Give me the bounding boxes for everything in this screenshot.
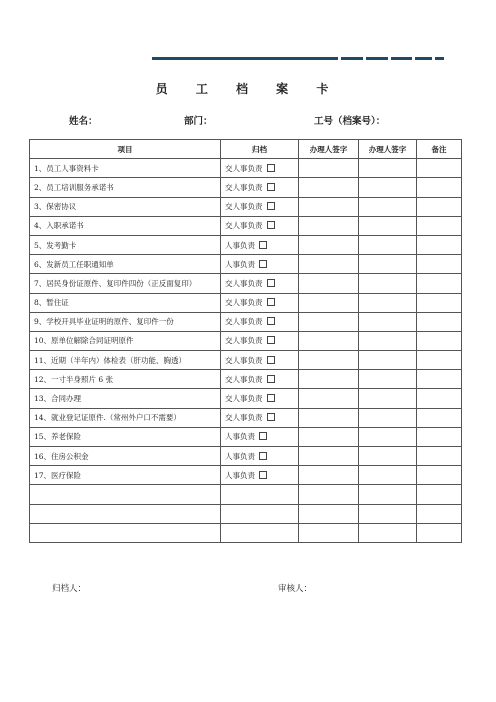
checkbox[interactable] <box>267 336 275 344</box>
checkbox[interactable] <box>267 317 275 325</box>
signature-cell-2[interactable] <box>359 351 417 370</box>
signature-cell-2[interactable] <box>359 178 417 197</box>
remarks-cell[interactable] <box>417 312 462 331</box>
signature-cell-1[interactable] <box>299 389 359 408</box>
remarks-cell[interactable] <box>417 197 462 216</box>
table-row <box>30 370 462 389</box>
signature-cell-2[interactable] <box>359 523 417 542</box>
signature-cell-2[interactable] <box>359 427 417 446</box>
header-handler-signature-1: 办理人签字 <box>299 140 359 159</box>
table-row <box>30 389 462 408</box>
remarks-cell[interactable] <box>417 216 462 235</box>
archive-cell[interactable] <box>221 504 299 523</box>
signature-cell-1[interactable] <box>299 293 359 312</box>
item-cell[interactable] <box>30 523 221 542</box>
archive-cell <box>221 427 299 446</box>
archiver-label: 归档人： <box>52 584 87 594</box>
remarks-cell[interactable] <box>417 178 462 197</box>
remarks-cell[interactable] <box>417 293 462 312</box>
item-cell: 11、近期（半年内）体检表（肝功能、胸透） <box>30 351 221 370</box>
remarks-cell[interactable] <box>417 466 462 485</box>
archive-text: 交人事负责 <box>225 278 263 288</box>
signature-cell-1[interactable] <box>299 427 359 446</box>
signature-cell-2[interactable] <box>359 485 417 504</box>
empty-row <box>30 485 462 504</box>
table-row <box>30 197 462 216</box>
archive-text: 人事负责 <box>225 259 255 269</box>
remarks-cell[interactable] <box>417 504 462 523</box>
archive-cell <box>221 216 299 235</box>
signature-cell-2[interactable] <box>359 235 417 254</box>
signature-cell-2[interactable] <box>359 331 417 350</box>
reviewer-label: 审核人： <box>278 584 313 594</box>
signature-cell-1[interactable] <box>299 331 359 350</box>
item-cell[interactable] <box>30 504 221 523</box>
archive-cell <box>221 351 299 370</box>
checkbox[interactable] <box>259 452 267 460</box>
signature-cell-1[interactable] <box>299 351 359 370</box>
item-cell: 4、入职承诺书 <box>30 216 221 235</box>
archive-cell <box>221 197 299 216</box>
checkbox[interactable] <box>259 471 267 479</box>
archive-cell <box>221 159 299 178</box>
item-cell: 9、学校开具毕业证明的原件、复印件一份 <box>30 312 221 331</box>
archive-text: 交人事负责 <box>225 298 263 308</box>
item-cell: 13、合同办理 <box>30 389 221 408</box>
signature-cell-2[interactable] <box>359 216 417 235</box>
archive-cell <box>221 447 299 466</box>
item-cell: 12、一寸半身照片 6 张 <box>30 370 221 389</box>
checkbox[interactable] <box>267 221 275 229</box>
item-cell: 14、就业登记证原件.（常州外户口不需要） <box>30 408 221 427</box>
signature-cell-2[interactable] <box>359 312 417 331</box>
item-cell: 6、发新员工任职通知单 <box>30 255 221 274</box>
signature-cell-2[interactable] <box>359 504 417 523</box>
archive-cell <box>221 408 299 427</box>
checkbox[interactable] <box>259 260 267 268</box>
item-cell: 10、原单位解除合同证明原件 <box>30 331 221 350</box>
remarks-cell[interactable] <box>417 351 462 370</box>
item-cell: 5、发考勤卡 <box>30 235 221 254</box>
archive-text: 交人事负责 <box>225 355 263 365</box>
signature-cell-2[interactable] <box>359 293 417 312</box>
archive-cell[interactable] <box>221 485 299 504</box>
signature-cell-1[interactable] <box>299 216 359 235</box>
item-cell: 17、医疗保险 <box>30 466 221 485</box>
name-label: 姓名： <box>69 116 98 127</box>
signature-cell-2[interactable] <box>359 370 417 389</box>
archive-cell <box>221 370 299 389</box>
remarks-cell[interactable] <box>417 331 462 350</box>
archive-text: 交人事负责 <box>225 221 263 231</box>
archive-cell <box>221 466 299 485</box>
item-cell: 16、住房公积金 <box>30 447 221 466</box>
header-archive: 归档 <box>221 140 299 159</box>
signature-cell-1[interactable] <box>299 235 359 254</box>
item-cell: 8、暂住证 <box>30 293 221 312</box>
remarks-cell[interactable] <box>417 485 462 504</box>
item-cell: 15、养老保险 <box>30 427 221 446</box>
department-label: 部门： <box>184 116 213 127</box>
signature-cell-1[interactable] <box>299 523 359 542</box>
signature-cell-1[interactable] <box>299 274 359 293</box>
signature-cell-1[interactable] <box>299 504 359 523</box>
table-row <box>30 408 462 427</box>
signature-cell-1[interactable] <box>299 312 359 331</box>
signature-cell-1[interactable] <box>299 197 359 216</box>
remarks-cell[interactable] <box>417 370 462 389</box>
archive-text: 人事负责 <box>225 240 255 250</box>
archive-cell <box>221 255 299 274</box>
table-header-row <box>30 140 462 159</box>
signature-cell-1[interactable] <box>299 370 359 389</box>
header-item: 项目 <box>30 140 221 159</box>
signature-cell-1[interactable] <box>299 466 359 485</box>
header-handler-signature-2: 办理人签字 <box>359 140 417 159</box>
signature-cell-1[interactable] <box>299 178 359 197</box>
item-cell: 2、员工培训服务承诺书 <box>30 178 221 197</box>
item-cell: 1、员工人事资料卡 <box>30 159 221 178</box>
signature-cell-2[interactable] <box>359 255 417 274</box>
item-cell: 3、保密协议 <box>30 197 221 216</box>
signature-cell-1[interactable] <box>299 159 359 178</box>
item-cell[interactable] <box>30 485 221 504</box>
signature-cell-1[interactable] <box>299 485 359 504</box>
header-rule <box>152 57 444 60</box>
archive-text: 人事负责 <box>225 451 255 461</box>
table-row <box>30 293 462 312</box>
item-cell: 7、居民身份证原件、复印件四份（正反面复印） <box>30 274 221 293</box>
checkbox[interactable] <box>259 432 267 440</box>
remarks-cell[interactable] <box>417 159 462 178</box>
table-row <box>30 255 462 274</box>
remarks-cell[interactable] <box>417 235 462 254</box>
remarks-cell[interactable] <box>417 389 462 408</box>
signature-cell-2[interactable] <box>359 274 417 293</box>
archive-text: 人事负责 <box>225 470 255 480</box>
table-row <box>30 216 462 235</box>
archive-text: 交人事负责 <box>225 163 263 173</box>
archive-cell <box>221 312 299 331</box>
signature-cell-2[interactable] <box>359 159 417 178</box>
signature-cell-2[interactable] <box>359 447 417 466</box>
header-remarks: 备注 <box>417 140 462 159</box>
empty-row <box>30 504 462 523</box>
archive-text: 交人事负责 <box>225 413 263 423</box>
table-row <box>30 159 462 178</box>
archive-text: 交人事负责 <box>225 317 263 327</box>
table-row <box>30 427 462 446</box>
checkbox[interactable] <box>267 164 275 172</box>
checkbox[interactable] <box>267 375 275 383</box>
remarks-cell[interactable] <box>417 274 462 293</box>
empty-row <box>30 523 462 542</box>
signature-cell-2[interactable] <box>359 389 417 408</box>
archive-cell <box>221 235 299 254</box>
archive-text: 交人事负责 <box>225 374 263 384</box>
table-row <box>30 274 462 293</box>
checkbox[interactable] <box>267 183 275 191</box>
table-row <box>30 312 462 331</box>
archive-text: 人事负责 <box>225 432 255 442</box>
archive-cell <box>221 274 299 293</box>
signature-cell-1[interactable] <box>299 255 359 274</box>
checkbox[interactable] <box>267 298 275 306</box>
archive-cell <box>221 331 299 350</box>
archive-text: 交人事负责 <box>225 182 263 192</box>
archive-text: 交人事负责 <box>225 394 263 404</box>
archive-cell <box>221 389 299 408</box>
table-row <box>30 331 462 350</box>
archive-text: 交人事负责 <box>225 336 263 346</box>
remarks-cell[interactable] <box>417 523 462 542</box>
checkbox[interactable] <box>267 413 275 421</box>
archive-cell[interactable] <box>221 523 299 542</box>
checkbox[interactable] <box>267 279 275 287</box>
signature-cell-1[interactable] <box>299 447 359 466</box>
table-row <box>30 351 462 370</box>
signature-cell-2[interactable] <box>359 466 417 485</box>
archive-text: 交人事负责 <box>225 202 263 212</box>
archive-table <box>29 139 462 543</box>
signature-cell-1[interactable] <box>299 408 359 427</box>
checkbox[interactable] <box>267 202 275 210</box>
page-title: 员 工 档 案 卡 <box>155 82 341 96</box>
checkbox[interactable] <box>259 241 267 249</box>
employee-id-label: 工号（档案号）： <box>314 116 386 127</box>
checkbox[interactable] <box>267 394 275 402</box>
checkbox[interactable] <box>267 356 275 364</box>
remarks-cell[interactable] <box>417 427 462 446</box>
remarks-cell[interactable] <box>417 255 462 274</box>
archive-cell <box>221 293 299 312</box>
remarks-cell[interactable] <box>417 408 462 427</box>
remarks-cell[interactable] <box>417 447 462 466</box>
signature-cell-2[interactable] <box>359 408 417 427</box>
table-row <box>30 466 462 485</box>
table-row <box>30 447 462 466</box>
archive-cell <box>221 178 299 197</box>
table-row <box>30 235 462 254</box>
signature-cell-2[interactable] <box>359 197 417 216</box>
table-row <box>30 178 462 197</box>
